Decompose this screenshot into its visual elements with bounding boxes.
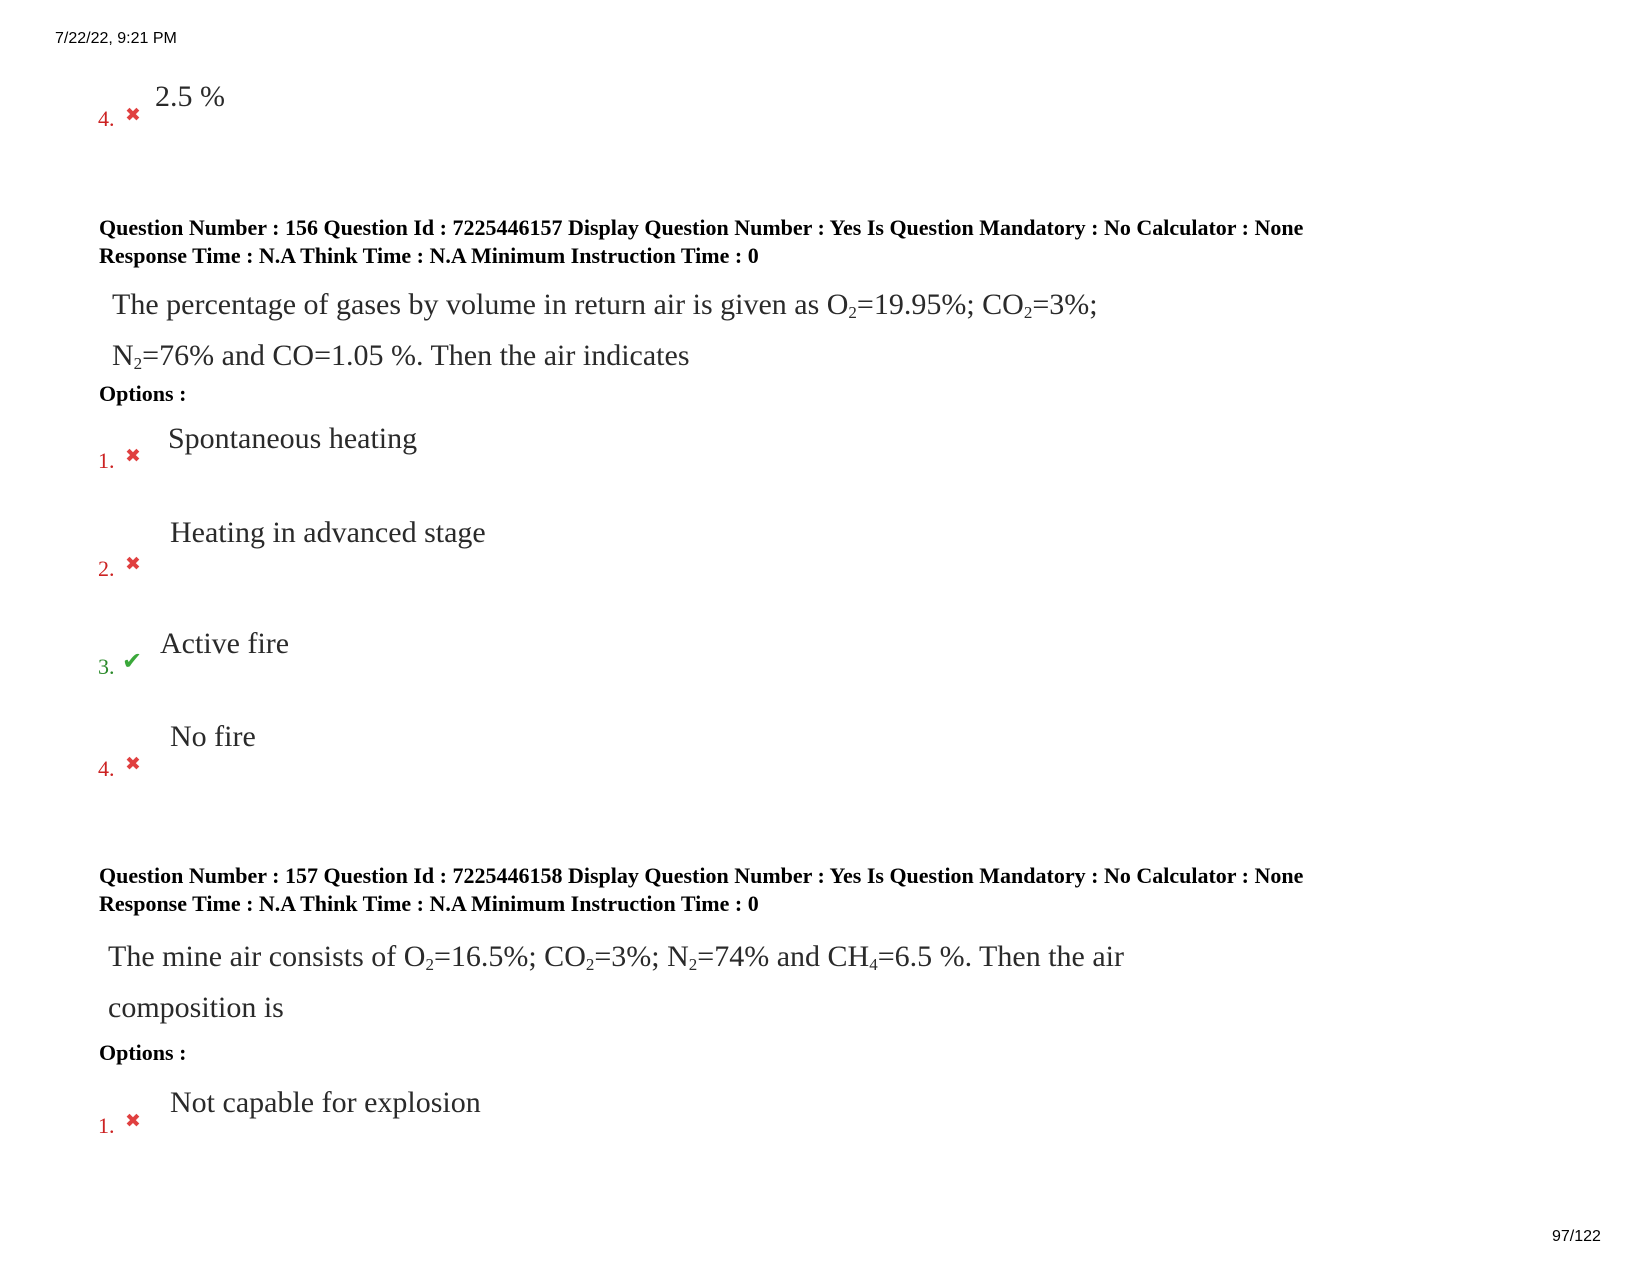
question-meta-line1: Question Number : 157 Question Id : 7225446158 Display Question Number : Yes Is Question Mandatory : No Calculator : None <box>99 863 1304 888</box>
question-text-line1: The mine air consists of $O_2=16.5\%$; $CO_2=3\%$; $N_2=74\%$ and $CH_4=6.5$ %. Then the air <box>108 940 1124 974</box>
wrong-mark-icon: ✖ <box>125 104 141 126</box>
option-text: Not capable for explosion <box>170 1086 481 1119</box>
question-meta <box>99 214 1303 270</box>
question-text-line1: The percentage of gases by volume in return air is given as $O_2=19.95\%$; $CO_2=3\%$; <box>112 288 1098 322</box>
options-label: Options : <box>99 381 187 406</box>
question-meta-line2: Response Time : N.A Think Time : N.A Minimum Instruction Time : 0 <box>99 891 759 916</box>
question-text <box>108 935 1124 1029</box>
option-number: 2. <box>98 556 115 581</box>
option-text: Active fire <box>160 627 290 660</box>
question-meta-line1: Question Number : 156 Question Id : 7225446157 Display Question Number : Yes Is Question Mandatory : No Calculator : None <box>99 215 1304 240</box>
question-meta-line2: Response Time : N.A Think Time : N.A Minimum Instruction Time : 0 <box>99 243 759 268</box>
option-number: 1. <box>98 1113 115 1138</box>
option-text: Heating in advanced stage <box>170 516 486 549</box>
correct-check-icon: ✔ <box>122 647 143 675</box>
option-number: 4. <box>98 106 115 131</box>
option-number: 3. <box>98 654 115 679</box>
option-text: 2.5 % <box>155 80 225 113</box>
option-text: Spontaneous heating <box>168 422 418 455</box>
wrong-mark-icon: ✖ <box>125 445 141 467</box>
question-text <box>112 283 1098 385</box>
question-text-line2: composition is <box>108 991 284 1024</box>
wrong-mark-icon: ✖ <box>125 553 141 575</box>
question-meta <box>99 862 1303 918</box>
option-text: No fire <box>170 720 256 753</box>
options-label: Options : <box>99 1040 187 1065</box>
option-number: 4. <box>98 756 115 781</box>
question-text-line2: $N_2=76\%$ and CO=1.05 %. Then the air indicates <box>112 339 690 373</box>
page-number: 97/122 <box>1552 1228 1601 1245</box>
print-timestamp: 7/22/22, 9:21 PM <box>55 30 177 47</box>
option-number: 1. <box>98 448 115 473</box>
wrong-mark-icon: ✖ <box>125 1110 141 1132</box>
wrong-mark-icon: ✖ <box>125 753 141 775</box>
